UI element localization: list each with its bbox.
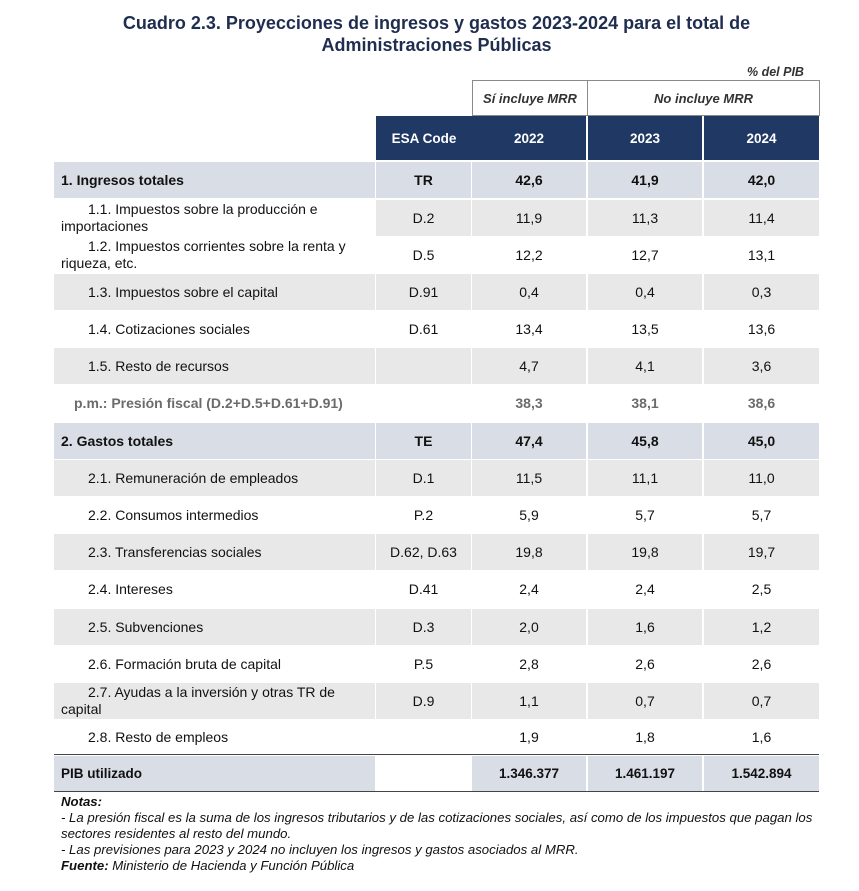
value-2022: 11,9 (472, 200, 586, 236)
value-2024: 13,6 (747, 321, 776, 337)
value-2024: 5,7 (751, 507, 772, 523)
row-label: 2.7. Ayudas a la inversión y otras TR de capital (54, 683, 375, 719)
table-row (54, 534, 819, 570)
value-2023: 12,7 (631, 246, 659, 263)
row-code: D.5 (412, 246, 435, 263)
row-label: 1. Ingresos totales (54, 162, 375, 198)
row-label: 2.1. Remuneración de empleados (54, 460, 375, 496)
value-2024: 42,0 (704, 162, 819, 198)
header-year-2022: 2022 (472, 116, 586, 160)
source-text: Ministerio de Hacienda y Función Pública (112, 858, 355, 873)
value-2022: 19,8 (472, 534, 586, 570)
table-row (54, 423, 819, 459)
value-2022: 11,5 (472, 460, 586, 496)
row-code: D.61 (408, 321, 439, 337)
value-2024: 1,2 (704, 609, 819, 645)
row-code: D.1 (376, 460, 471, 496)
table-row (54, 571, 819, 607)
row-label: 2.6. Formación bruta de capital (88, 655, 281, 672)
value-2023: 1.461.197 (588, 756, 702, 791)
row-code: TE (376, 423, 471, 459)
row-label: 1.3. Impuestos sobre el capital (54, 274, 375, 310)
value-2024: 2,5 (751, 581, 772, 597)
value-2023: 13,5 (631, 321, 659, 337)
value-2023: 0,7 (588, 683, 702, 719)
row-code: D.41 (408, 581, 439, 597)
value-2022: 4,7 (472, 348, 586, 384)
value-2022: 5,9 (519, 507, 539, 523)
divider (54, 754, 819, 755)
value-2023: 41,9 (588, 162, 702, 198)
value-2023: 4,1 (588, 348, 702, 384)
value-2022: 2,8 (519, 656, 539, 672)
table-row (54, 311, 819, 347)
table-row (54, 237, 819, 272)
table-row (54, 274, 819, 310)
header-group-mrr-included: Sí incluye MRR (472, 80, 588, 116)
table-row (54, 683, 819, 719)
table-row (54, 162, 819, 198)
notes-heading: Notas: (61, 794, 103, 809)
header-year-2024: 2024 (704, 116, 819, 160)
unit-label: % del PIB (747, 65, 804, 79)
row-code: D.62, D.63 (376, 534, 471, 570)
value-2023: 0,4 (588, 274, 702, 310)
divider (54, 791, 819, 792)
table-row (54, 348, 819, 384)
row-code (376, 385, 471, 421)
row-label: 2.3. Transferencias sociales (54, 534, 375, 570)
title-line-1: Cuadro 2.3. Proyecciones de ingresos y gastos 2023-2024 para el total de (122, 13, 751, 33)
table-row (54, 646, 819, 682)
value-2023: 5,7 (635, 507, 655, 523)
note-2: - Las previsiones para 2023 y 2024 no incluyen los ingresos y gastos asociados al MRR. (61, 842, 579, 857)
value-2022: 12,2 (515, 246, 543, 263)
value-2023: 11,3 (588, 200, 702, 236)
row-label: 2.2. Consumos intermedios (88, 506, 259, 523)
notes (61, 794, 821, 874)
value-2022: 1,1 (472, 683, 586, 719)
value-2024: 0,7 (704, 683, 819, 719)
source-label: Fuente: (61, 858, 109, 873)
value-2024: 11,4 (704, 200, 819, 236)
row-label: 1.2. Impuestos corrientes sobre la renta y riqueza, etc. (61, 237, 346, 271)
row-label: 2.4. Intereses (88, 580, 173, 597)
row-code: P.5 (413, 656, 434, 672)
value-2024: 19,7 (704, 534, 819, 570)
value-2022: 1,9 (519, 729, 539, 745)
row-code: D.9 (376, 683, 471, 719)
header-year-2023: 2023 (588, 116, 702, 160)
source-line (61, 858, 821, 874)
row-label: p.m.: Presión fiscal (D.2+D.5+D.61+D.91) (74, 394, 343, 411)
row-label: 1.4. Cotizaciones sociales (88, 320, 250, 337)
value-2024: 13,1 (747, 246, 776, 263)
value-2023: 2,6 (635, 656, 655, 672)
table-row-gdp (54, 756, 819, 791)
value-2022: 1.346.377 (472, 756, 586, 791)
value-2023: 45,8 (588, 423, 702, 459)
value-2024: 1,6 (751, 729, 772, 745)
value-2022: 38,3 (515, 395, 543, 411)
value-2024: 0,3 (704, 274, 819, 310)
value-2024: 2,6 (751, 656, 772, 672)
row-code: D.91 (376, 274, 471, 310)
row-code (376, 720, 471, 754)
value-2022: 13,4 (515, 321, 543, 337)
row-label: 2. Gastos totales (54, 423, 375, 459)
row-code (376, 756, 471, 791)
row-code: D.3 (376, 609, 471, 645)
value-2024: 3,6 (704, 348, 819, 384)
table-title (0, 12, 859, 56)
row-label: 2.5. Subvenciones (54, 609, 375, 645)
table-row (54, 385, 819, 421)
title-line-2: Administraciones Públicas (321, 35, 552, 55)
value-2024: 38,6 (747, 395, 776, 411)
row-label: PIB utilizado (54, 756, 375, 791)
value-2024: 11,0 (704, 460, 819, 496)
row-label: 1.1. Impuestos sobre la producción e importaciones (61, 201, 318, 234)
value-2022: 42,6 (472, 162, 586, 198)
value-2023: 19,8 (588, 534, 702, 570)
table-row (54, 609, 819, 645)
table-row (54, 497, 819, 533)
value-2024: 1.542.894 (704, 756, 819, 791)
value-2023: 1,8 (635, 729, 655, 745)
header-group-mrr-excluded: No incluye MRR (587, 80, 820, 116)
value-2024: 45,0 (704, 423, 819, 459)
table-row (54, 460, 819, 496)
row-code: P.2 (413, 507, 434, 523)
header-esa-code: ESA Code (376, 116, 472, 160)
value-2023: 1,6 (588, 609, 702, 645)
value-2023: 11,1 (588, 460, 702, 496)
row-code (376, 348, 471, 384)
value-2022: 2,4 (519, 581, 539, 597)
value-2022: 2,0 (472, 609, 586, 645)
row-label: 1.5. Resto de recursos (54, 348, 375, 384)
value-2022: 0,4 (472, 274, 586, 310)
row-code: TR (376, 162, 471, 198)
row-code: D.2 (376, 200, 471, 236)
value-2023: 2,4 (635, 581, 655, 597)
value-2023: 38,1 (631, 395, 659, 411)
table-row (54, 720, 819, 754)
row-label: 2.8. Resto de empleos (88, 728, 229, 745)
value-2022: 47,4 (472, 423, 586, 459)
table-row (54, 200, 819, 236)
note-1: - La presión fiscal es la suma de los ingresos tributarios y de las cotizaciones sociales, así como de los impuestos que pagan los sectores residentes al resto del mundo. (61, 810, 813, 841)
